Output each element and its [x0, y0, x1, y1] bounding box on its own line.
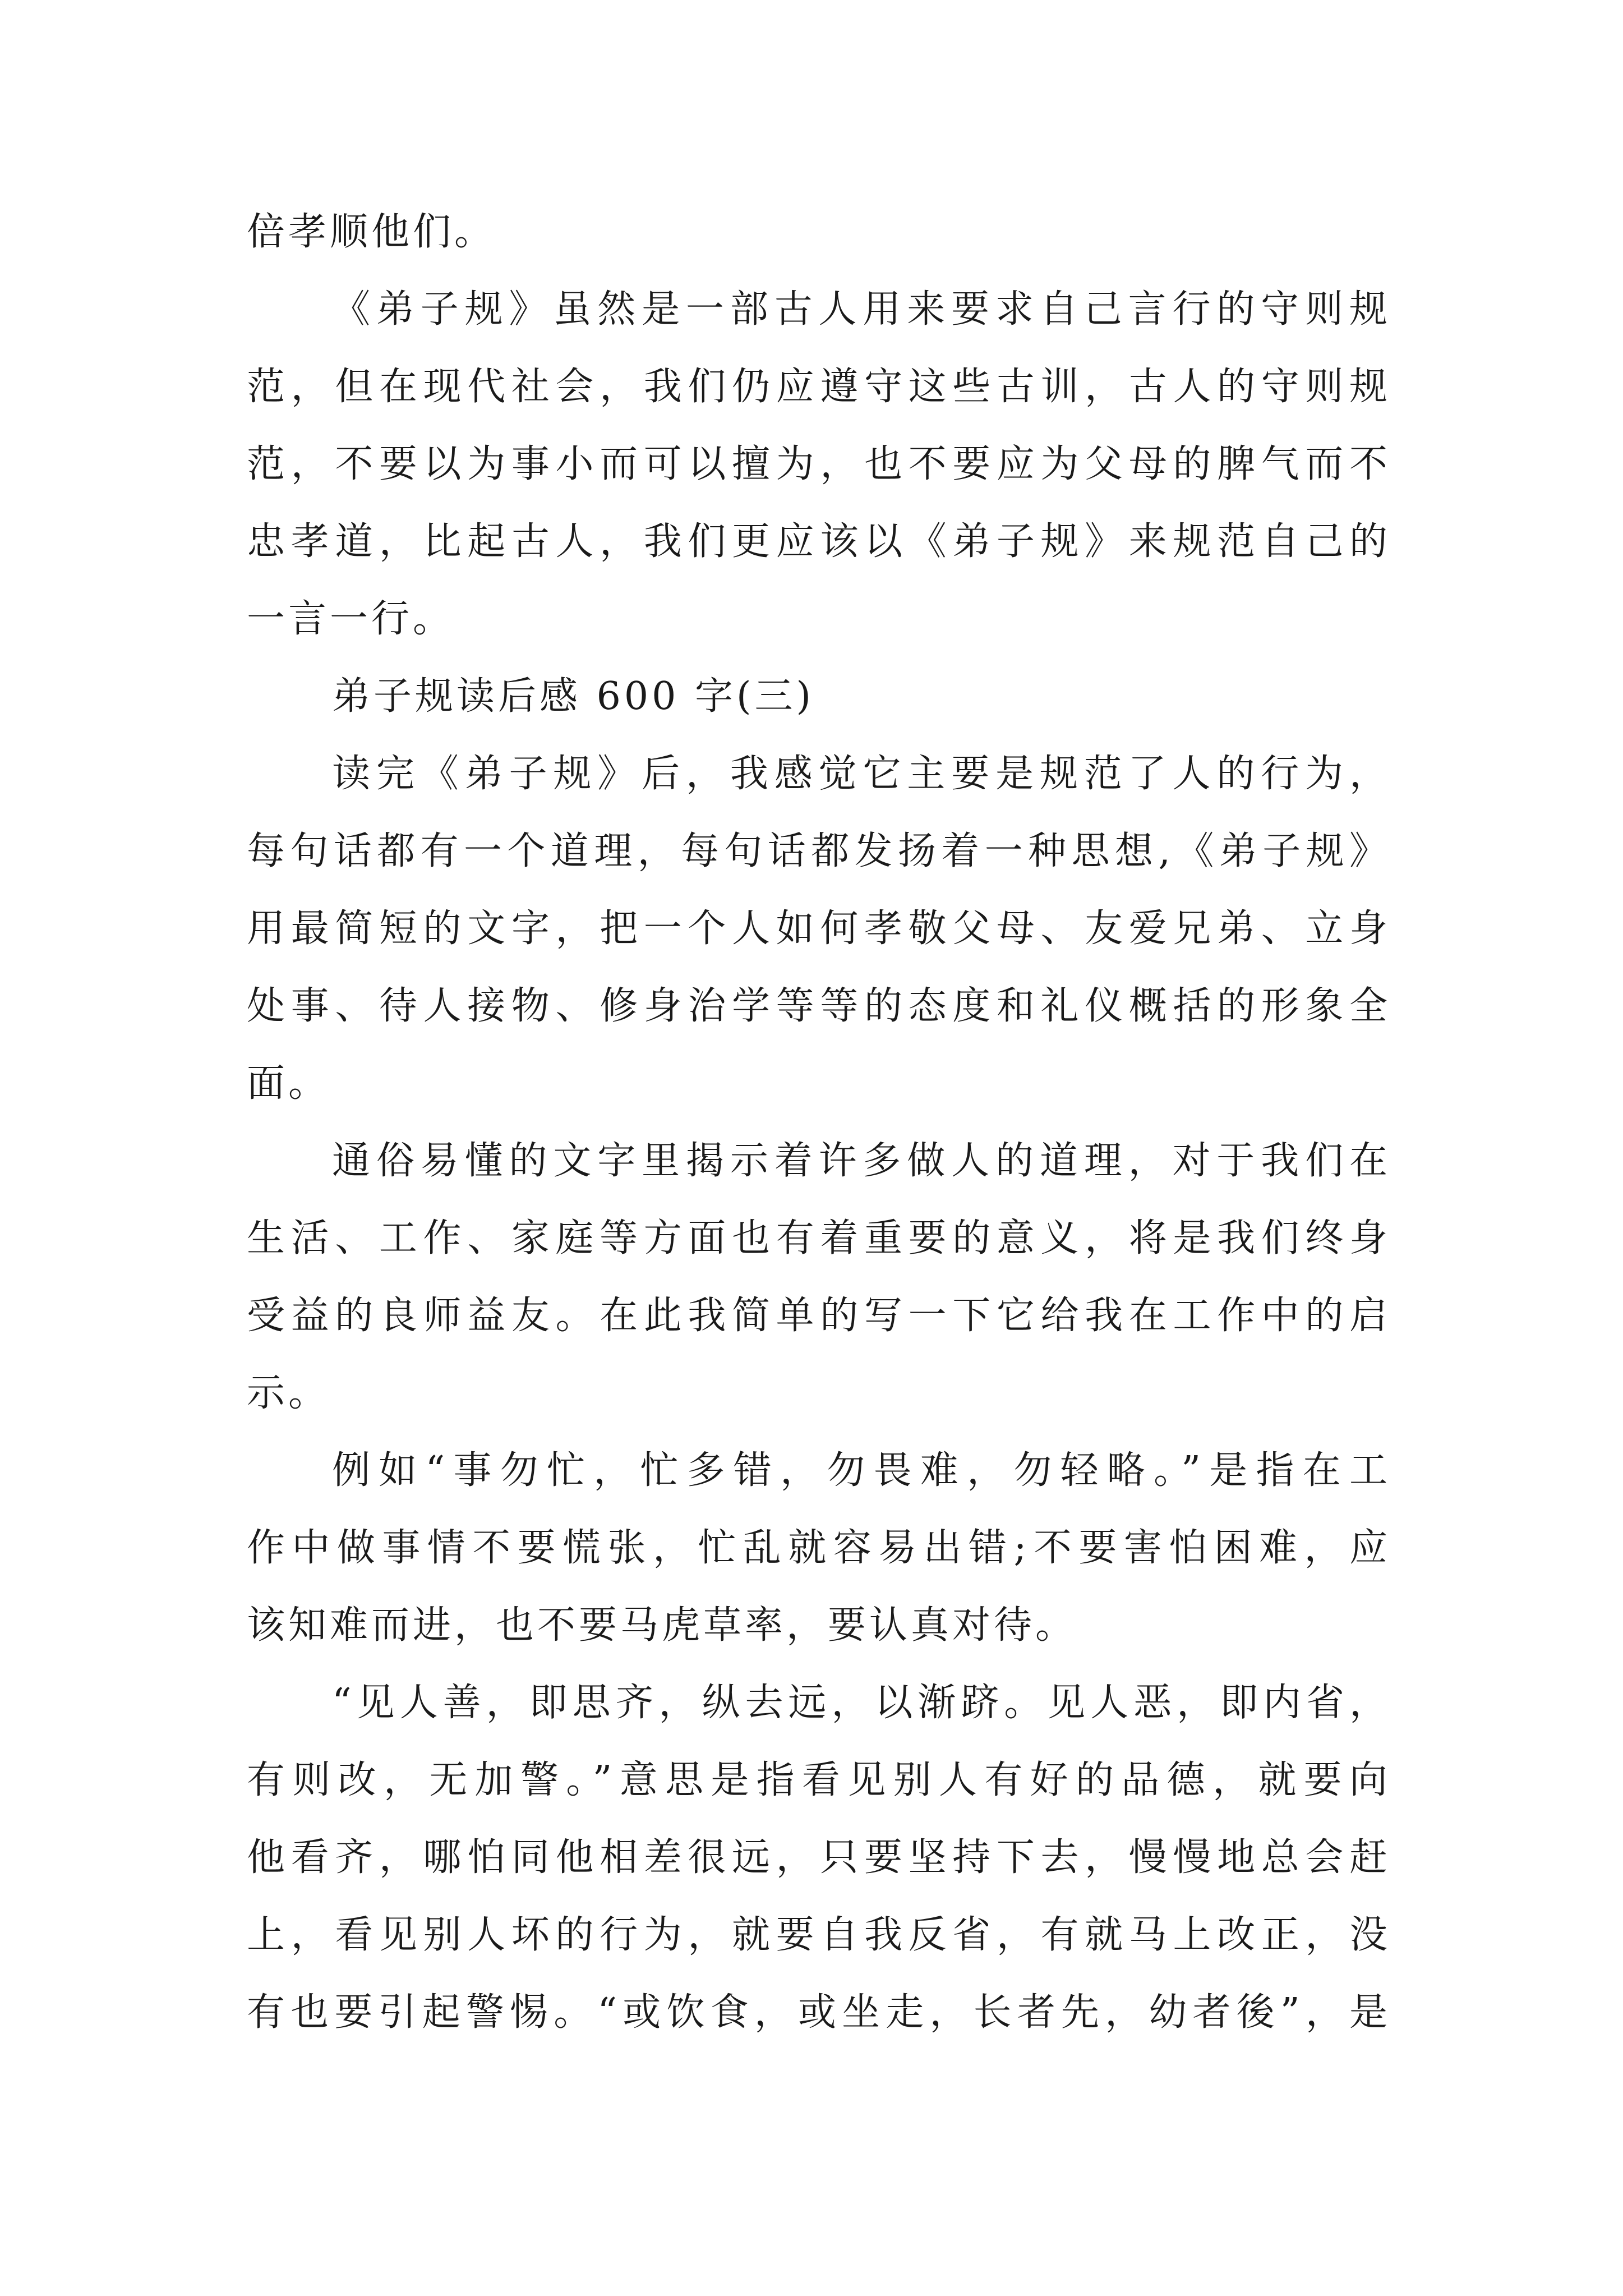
paragraph-line-11: 处事、待人接物、修身治学等等的态度和礼仪概括的形象全	[247, 984, 1391, 1028]
paragraph-line-17: 例如“事勿忙，忙多错，勿畏难，勿轻略。”是指在工	[332, 1448, 1391, 1493]
paragraph-line-5: 忠孝道，比起古人，我们更应该以《弟子规》来规范自己的	[247, 519, 1391, 564]
paragraph-line-13: 通俗易懂的文字里揭示着许多做人的道理，对于我们在	[332, 1139, 1391, 1183]
paragraph-line-8: 读完《弟子规》后，我感觉它主要是规范了人的行为，	[332, 752, 1391, 796]
paragraph-line-9: 每句话都有一个道理，每句话都发扬着一种思想,《弟子规》	[247, 829, 1391, 873]
paragraph-line-24: 有也要引起警惕。“或饮食，或坐走，长者先，幼者後”，是	[247, 1990, 1391, 2035]
paragraph-line-22: 他看齐，哪怕同他相差很远，只要坚持下去，慢慢地总会赶	[247, 1835, 1391, 1880]
paragraph-line-15: 受益的良师益友。在此我简单的写一下它给我在工作中的启	[247, 1294, 1391, 1338]
paragraph-line-16: 示。	[247, 1371, 330, 1415]
paragraph-line-20: “见人善，即思齐，纵去远，以渐跻。见人恶，即内省，	[332, 1681, 1391, 1725]
paragraph-line-6: 一言一行。	[247, 597, 455, 641]
paragraph-line-3: 范，但在现代社会，我们仍应遵守这些古训，古人的守则规	[247, 365, 1391, 409]
paragraph-line-10: 用最简短的文字，把一个人如何孝敬父母、友爱兄弟、立身	[247, 907, 1391, 951]
paragraph-line-18: 作中做事情不要慌张，忙乱就容易出错;不要害怕困难，应	[247, 1526, 1391, 1570]
section-heading: 弟子规读后感 600 字(三)	[332, 674, 815, 719]
paragraph-line-2: 《弟子规》虽然是一部古人用来要求自己言行的守则规	[332, 287, 1391, 332]
paragraph-line-14: 生活、工作、家庭等方面也有着重要的意义，将是我们终身	[247, 1216, 1391, 1260]
paragraph-line-19: 该知难而进，也不要马虎草率，要认真对待。	[247, 1603, 1077, 1648]
body-text	[247, 194, 1391, 2051]
paragraph-line-12: 面。	[247, 1061, 330, 1106]
paragraph-line-4: 范，不要以为事小而可以擅为，也不要应为父母的脾气而不	[247, 442, 1391, 486]
paragraph-line-23: 上，看见别人坏的行为，就要自我反省，有就马上改正，没	[247, 1913, 1391, 1957]
paragraph-line-21: 有则改，无加警。”意思是指看见别人有好的品德，就要向	[247, 1758, 1391, 1802]
text-line-1: 倍孝顺他们。	[247, 210, 496, 254]
